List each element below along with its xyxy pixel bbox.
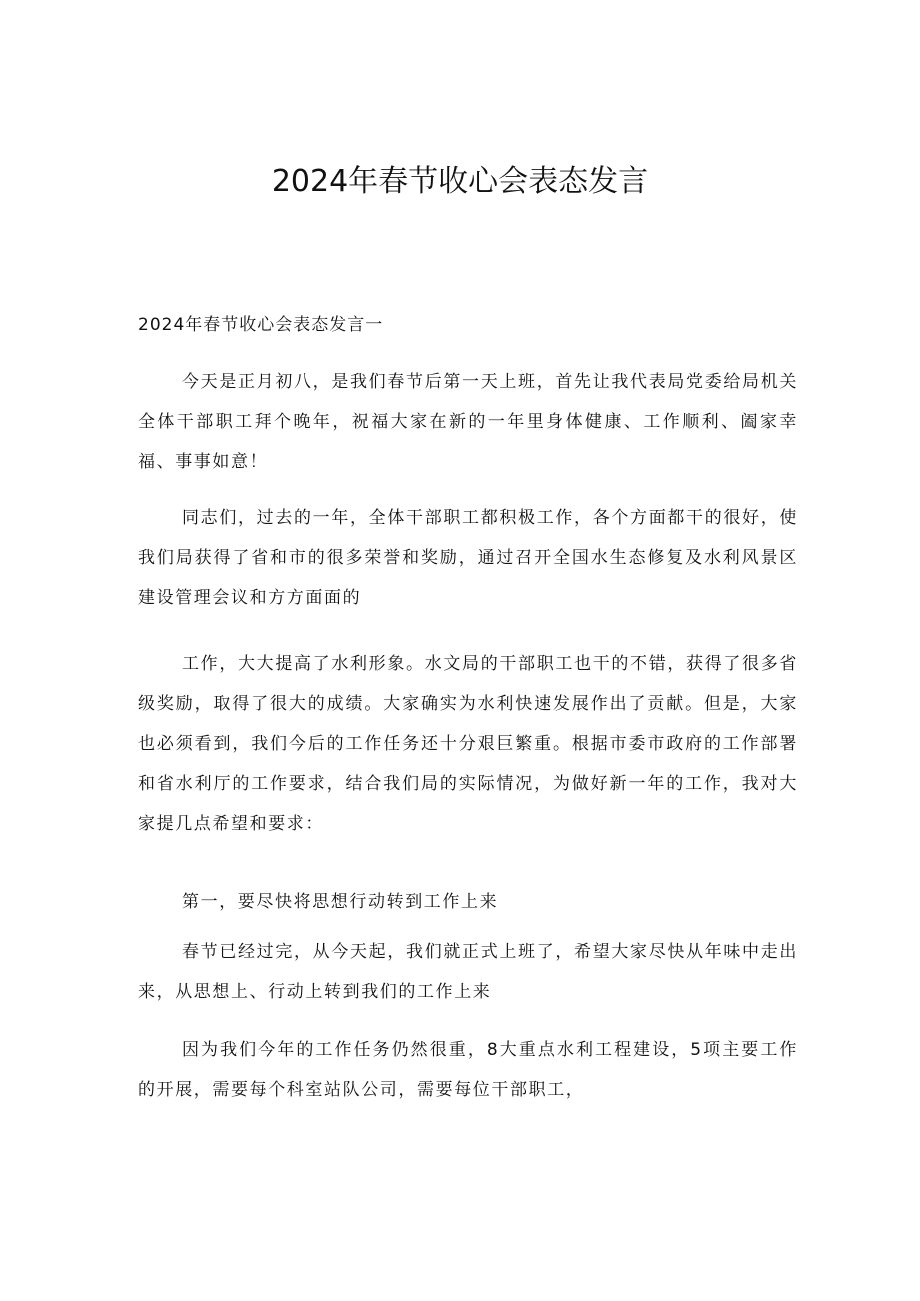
section-heading: 2024年春节收心会表态发言一	[138, 315, 384, 335]
paragraph-point-one-body: 春节已经过完，从今天起，我们就正式上班了，希望大家尽快从年味中走出来，从思想上、行动上转到我们的工作上来	[138, 942, 798, 1002]
paragraph-review: 同志们，过去的一年，全体干部职工都积极工作，各个方面都干的很好，使我们局获得了省和市的很多荣誉和奖励，通过召开全国水生态修复及水利风景区建设管理会议和方方面面的	[138, 508, 798, 608]
paragraph-requirements: 工作，大大提高了水利形象。水文局的干部职工也干的不错，获得了很多省级奖励，取得了很大的成绩。大家确实为水利快速发展作出了贡献。但是，大家也必须看到，我们今后的工作任务还十分艰巨繁重。根据市委市政府的工作部署和省水利厅的工作要求，结合我们局的实际情况，为做好新一年的工作，我对大家提几点希望和要求：	[138, 654, 798, 834]
paragraph-point-one-heading: 第一，要尽快将思想行动转到工作上来	[182, 892, 499, 912]
document-title: 2024年春节收心会表态发言	[271, 164, 649, 199]
paragraph-workload: 因为我们今年的工作任务仍然很重，8大重点水利工程建设，5项主要工作的开展，需要每个科室站队公司，需要每位干部职工，	[138, 1040, 798, 1100]
paragraph-greeting: 今天是正月初八，是我们春节后第一天上班，首先让我代表局党委给局机关全体干部职工拜个晚年，祝福大家在新的一年里身体健康、工作顺利、阖家幸福、事事如意！	[138, 372, 798, 472]
